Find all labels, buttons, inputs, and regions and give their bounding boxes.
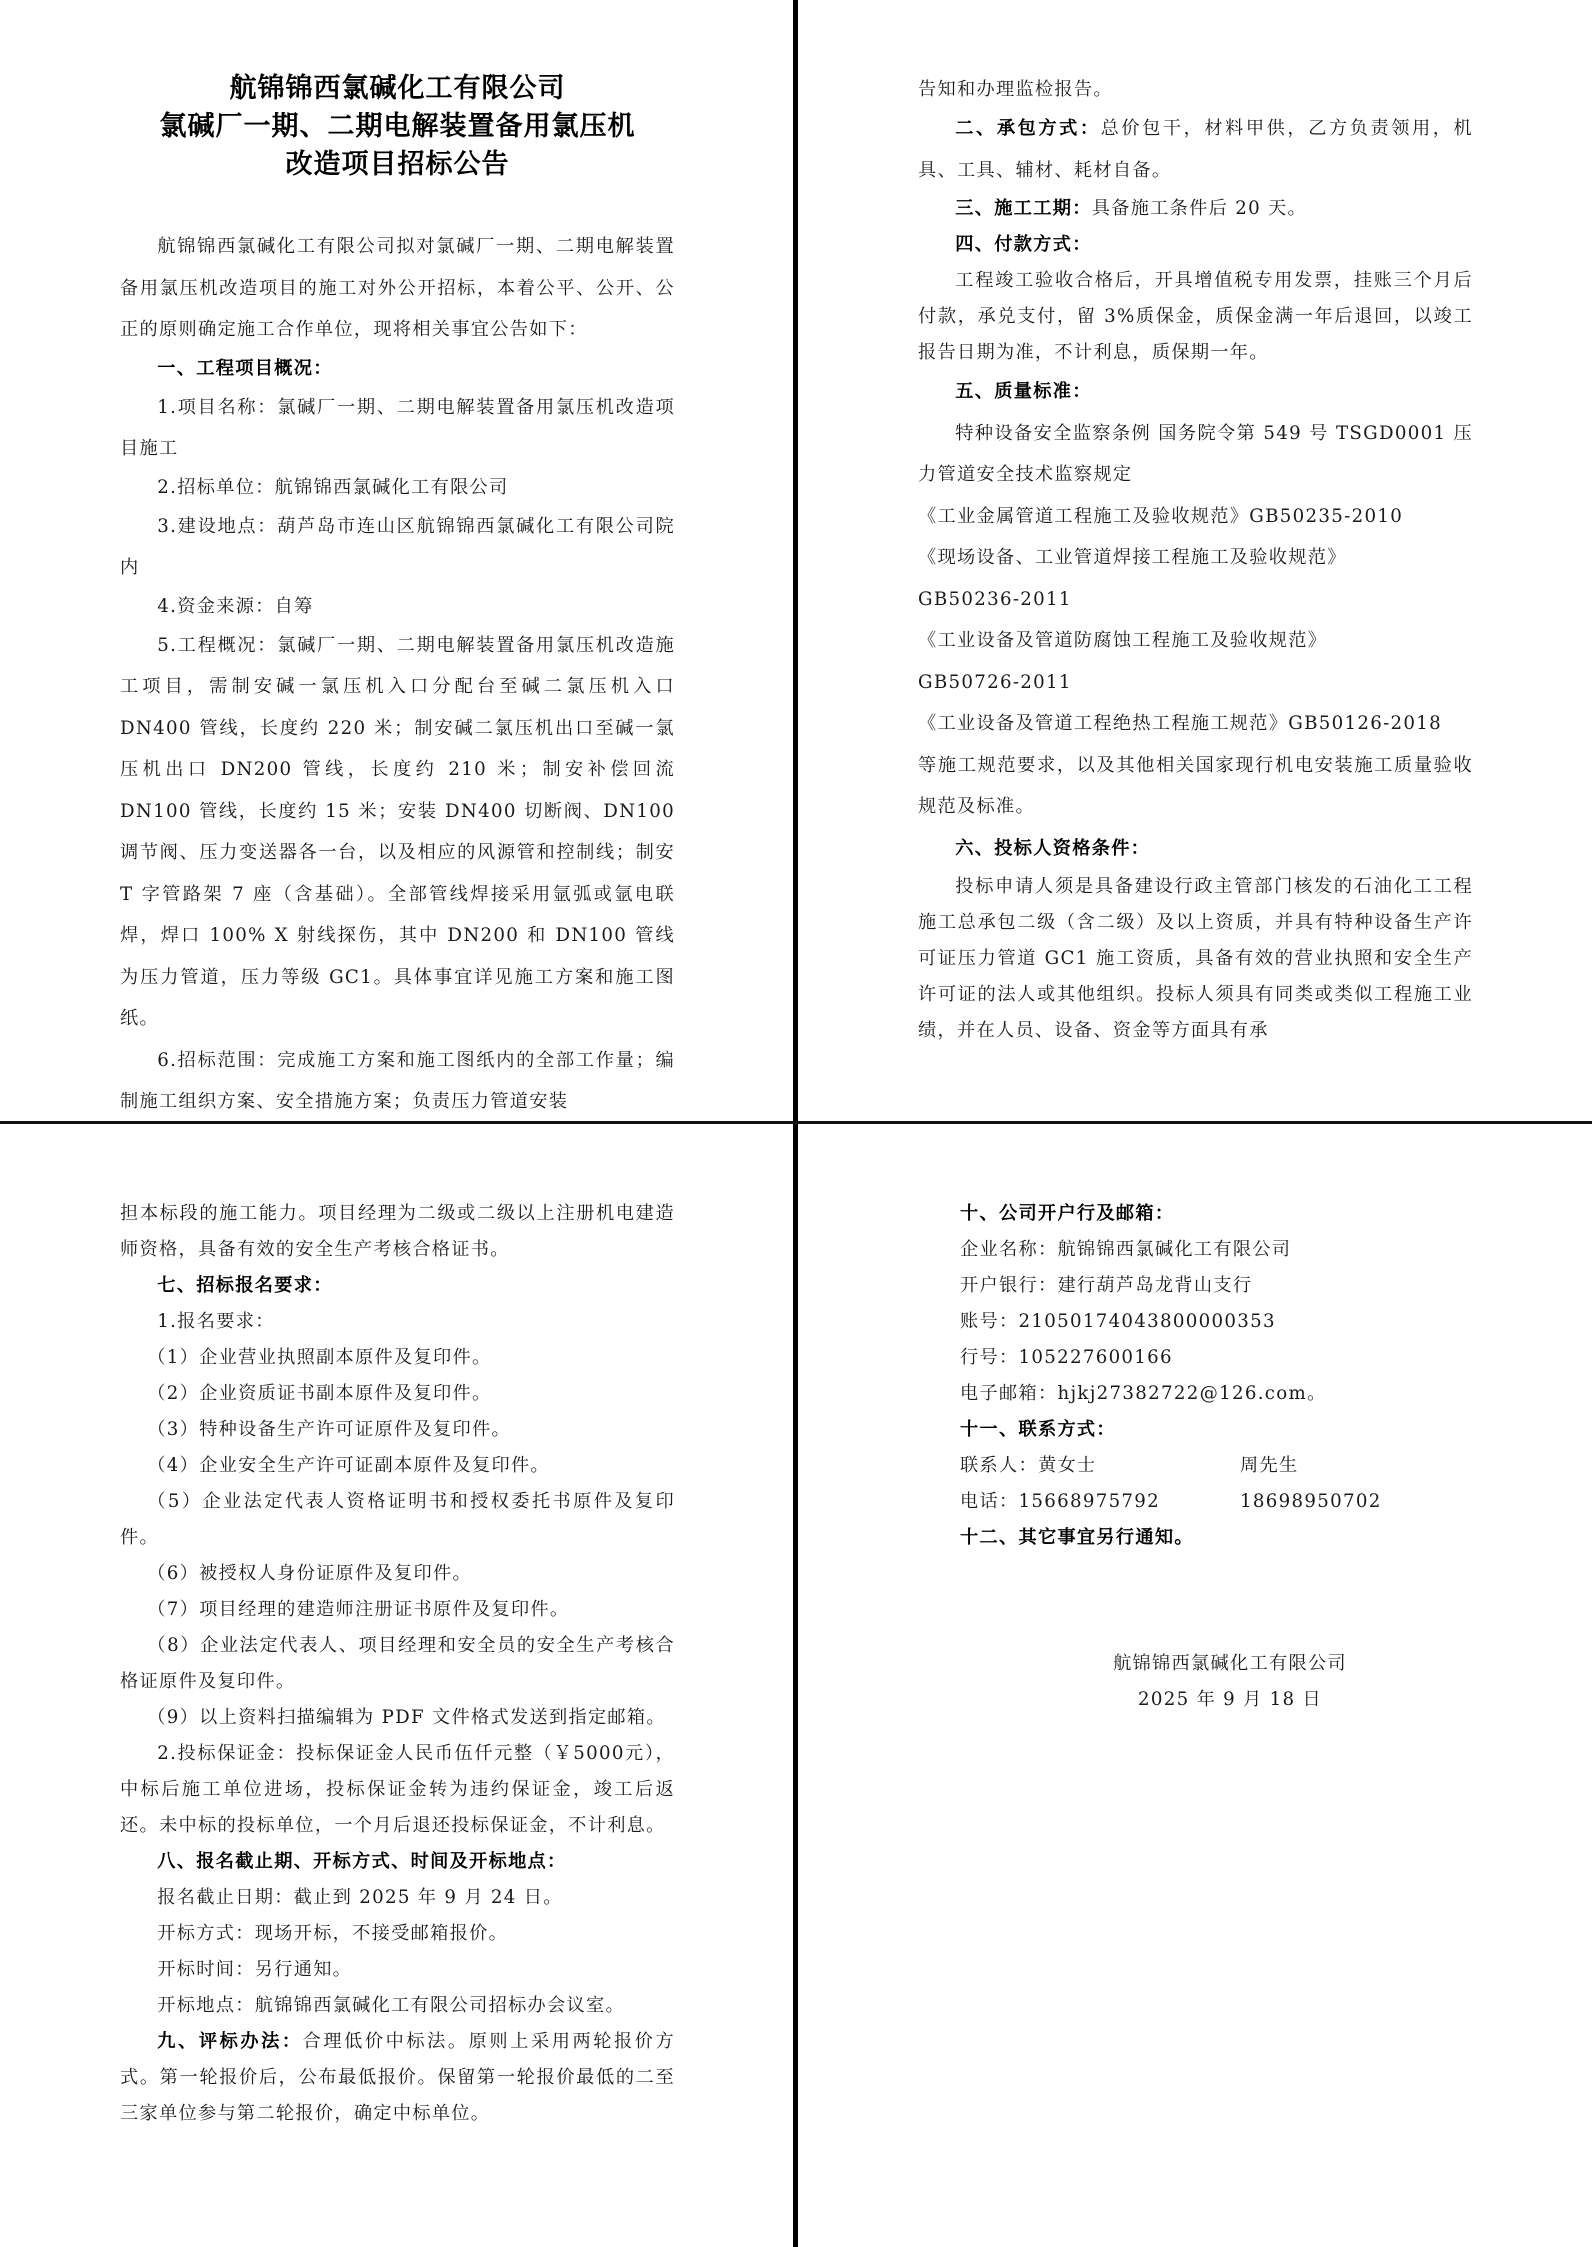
contact-person-1: 联系人：黄女士 [960, 1455, 1097, 1476]
scope-item: 6.招标范围：完成施工方案和施工图纸内的全部工作量；编制施工组织方案、安全措施方案；负责压力管道安装 [120, 1049, 675, 1112]
standard-2: 《现场设备、工业管道焊接工程施工及验收规范》 [918, 547, 1347, 568]
requirement-3: （3）特种设备生产许可证原件及复印件。 [147, 1419, 511, 1440]
phone-2: 18698950702 [1240, 1491, 1382, 1512]
section-5-heading: 五、质量标准： [955, 381, 1092, 402]
bid-deposit: 2.投标保证金：投标保证金人民币伍仟元整（￥5000元），中标后施工单位进场，投标保证金转为违约保证金，竣工后返还。未中标的投标单位，一个月后退还投标保证金，不计利息。 [120, 1743, 675, 1836]
opening-place: 开标地点：航锦锦西氯碱化工有限公司招标办会议室。 [157, 1995, 625, 2016]
title-line-3: 改造项目招标公告 [285, 149, 510, 180]
section-4-text: 工程竣工验收合格后，开具增值税专用发票，挂账三个月后付款，承兑支付，留 3%质保金，质保金满一年后退回，以竣工报告日期为准，不计利息，质保期一年。 [918, 270, 1473, 363]
location-item: 3.建设地点：葫芦岛市连山区航锦锦西氯碱化工有限公司院内 [120, 515, 675, 578]
funding-item: 4.资金来源：自筹 [157, 595, 314, 617]
section-9-label: 九、评标办法： [157, 2031, 303, 2052]
intro-paragraph: 航锦锦西氯碱化工有限公司拟对氯碱厂一期、二期电解装置备用氯压机改造项目的施工对外公开招标，本着公平、公开、公正的原则确定施工合作单位，现将相关事宜公告如下： [120, 236, 675, 340]
bidder-unit-item: 2.招标单位：航锦锦西氯碱化工有限公司 [157, 476, 509, 498]
standard-4: 《工业设备及管道工程绝热工程施工规范》GB50126-2018 [918, 713, 1443, 734]
requirement-8: （8）企业法定代表人、项目经理和安全员的安全生产考核合格证原件及复印件。 [120, 1635, 675, 1692]
page-3 [120, 1196, 675, 2132]
contact-person-2: 周先生 [1240, 1455, 1299, 1476]
standard-3-code: GB50726-2011 [918, 671, 1072, 693]
opening-time: 开标时间：另行通知。 [157, 1959, 353, 1980]
document-title [120, 70, 675, 184]
signature-block [980, 1646, 1480, 1718]
phone-1: 电话：15668975792 [960, 1491, 1161, 1512]
qualification-continuation: 担本标段的施工能力。项目经理为二级或二级以上注册机电建造师资格，具备有效的安全生产考核合格证书。 [120, 1203, 675, 1260]
section-11-heading: 十一、联系方式： [960, 1419, 1116, 1440]
page-2 [918, 72, 1473, 1049]
section-1-heading: 一、工程项目概况： [157, 357, 333, 379]
section-5-intro: 特种设备安全监察条例 国务院令第 549 号 TSGD0001 压力管道安全技术监察规定 [918, 422, 1473, 485]
account-number: 账号：21050174043800000353 [960, 1311, 1276, 1332]
contact-row [960, 1448, 1480, 1484]
section-9-evaluation [120, 2024, 675, 2132]
section-7-heading: 七、招标报名要求： [157, 1275, 333, 1296]
bank-code: 行号：105227600166 [960, 1347, 1173, 1368]
section-3-text: 具备施工条件后 20 天。 [1091, 198, 1308, 219]
signature-date: 2025 年 9 月 18 日 [1138, 1689, 1322, 1710]
company-name: 企业名称：航锦锦西氯碱化工有限公司 [960, 1239, 1292, 1260]
requirement-9: （9）以上资料扫描编辑为 PDF 文件格式发送到指定邮箱。 [147, 1707, 666, 1728]
page-4 [960, 1196, 1480, 1718]
phone-row [960, 1484, 1480, 1520]
email-address: 电子邮箱：hjkj27382722@126.com。 [960, 1383, 1327, 1404]
scope-continuation: 告知和办理监检报告。 [918, 79, 1113, 100]
requirement-7: （7）项目经理的建造师注册证书原件及复印件。 [147, 1599, 570, 1620]
standard-1: 《工业金属管道工程施工及验收规范》GB50235-2010 [918, 505, 1404, 527]
opening-method: 开标方式：现场开标，不接受邮箱报价。 [157, 1923, 509, 1944]
section-3-label: 三、施工工期： [955, 198, 1092, 219]
section-5-outro: 等施工规范要求，以及其他相关国家现行机电安装施工质量验收规范及标准。 [918, 754, 1473, 817]
registration-sub-heading: 1.报名要求： [157, 1311, 275, 1332]
page-1 [120, 70, 675, 1123]
section-9-text: 合理低价中标法。原则上采用两轮报价方式。第一轮报价后，公布最低报价。保留第一轮报价最低的二至三家单位参与第二轮报价，确定中标单位。 [120, 2031, 675, 2124]
section-2-text: 总价包干，材料甲供，乙方负责领用，机具、工具、辅材、耗材自备。 [918, 118, 1473, 181]
standard-3: 《工业设备及管道防腐蚀工程施工及验收规范》 [918, 630, 1328, 651]
requirement-4: （4）企业安全生产许可证副本原件及复印件。 [147, 1455, 550, 1476]
section-10-heading: 十、公司开户行及邮箱： [960, 1203, 1175, 1224]
registration-deadline: 报名截止日期：截止到 2025 年 9 月 24 日。 [157, 1887, 563, 1908]
section-3-duration [918, 191, 1473, 227]
requirement-2: （2）企业资质证书副本原件及复印件。 [147, 1383, 492, 1404]
section-2-label: 二、承包方式： [955, 118, 1101, 139]
signature-company: 航锦锦西氯碱化工有限公司 [1113, 1653, 1347, 1674]
section-8-heading: 八、报名截止期、开标方式、时间及开标地点： [157, 1851, 567, 1872]
requirement-1: （1）企业营业执照副本原件及复印件。 [147, 1347, 492, 1368]
section-6-heading: 六、投标人资格条件： [955, 837, 1151, 859]
standard-2-code: GB50236-2011 [918, 588, 1072, 610]
bank-name: 开户银行：建行葫芦岛龙背山支行 [960, 1275, 1253, 1296]
section-12-heading: 十二、其它事宜另行通知。 [960, 1527, 1194, 1548]
requirement-6: （6）被授权人身份证原件及复印件。 [147, 1563, 472, 1584]
title-line-1: 航锦锦西氯碱化工有限公司 [229, 73, 566, 104]
requirement-5: （5）企业法定代表人资格证明书和授权委托书原件及复印件。 [120, 1491, 675, 1548]
project-name-item: 1.项目名称：氯碱厂一期、二期电解装置备用氯压机改造项目施工 [120, 396, 675, 459]
overview-item: 5.工程概况：氯碱厂一期、二期电解装置备用氯压机改造施工项目，需制安碱一氯压机入口分配台至碱二氯压机入口 DN400 管线，长度约 220 米；制安碱二氯压机出口至碱一氯压机出口 DN200 管线，长度约 210 米；制安补偿回流 DN100 管线，长度约 15 米；安装 DN400 切断阀、DN100 调节阀、压力变送器各一台，以及相应的风源管和控制线；制安 T 字管路架 7 座（含基础）。全部管线焊接采用氩弧或氩电联焊，焊口 100% X 射线探伤，其中 DN200 和 DN100 管线为压力管道，压力等级 GC1。具体事宜详见施工方案和施工图纸。 [120, 634, 675, 1029]
section-2-contract-method [918, 108, 1473, 191]
title-line-2: 氯碱厂一期、二期电解装置备用氯压机 [159, 111, 636, 142]
section-6-text: 投标申请人须是具备建设行政主管部门核发的石油化工工程施工总承包二级（含二级）及以上资质，并具有特种设备生产许可证压力管道 GC1 施工资质，具备有效的营业执照和安全生产许可证的法人或其他组织。投标人须具有同类或类似工程施工业绩，并在人员、设备、资金等方面具有承 [918, 876, 1473, 1041]
section-4-heading: 四、付款方式： [955, 234, 1092, 255]
